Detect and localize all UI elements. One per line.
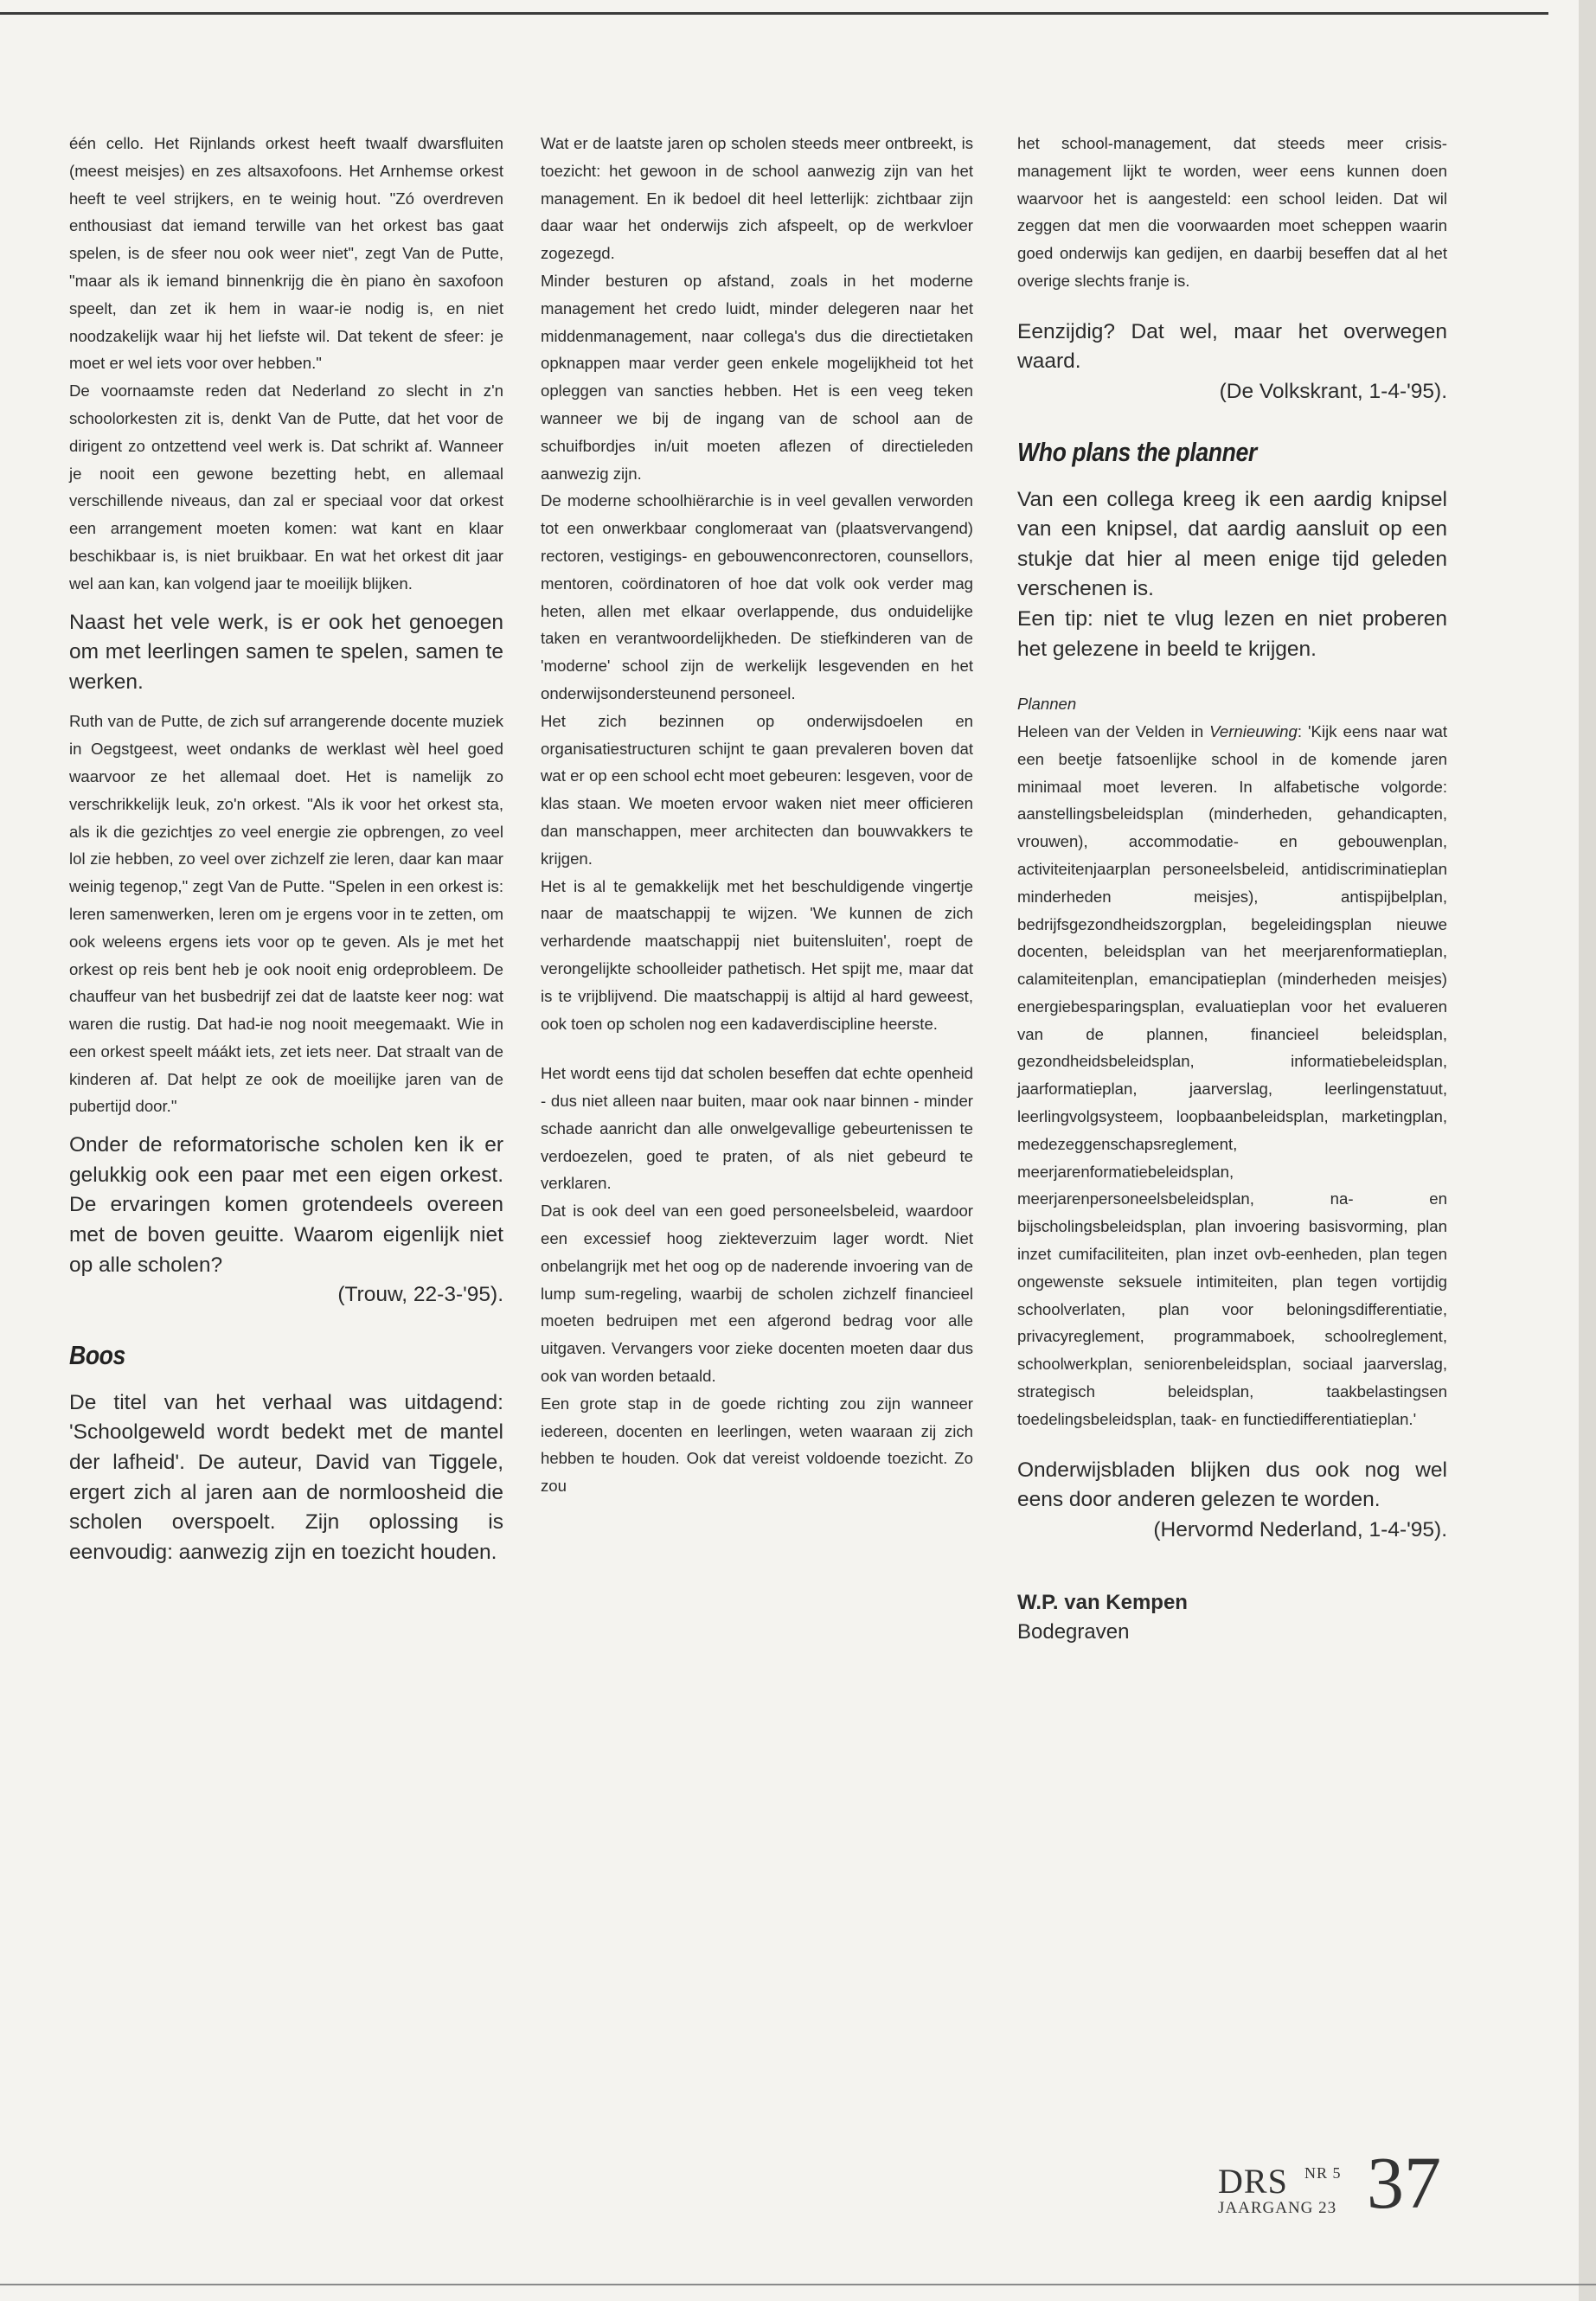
column-2	[541, 130, 973, 1500]
text-run: : 'Kijk eens naar wat een beetje fatsoenlijke school in de komende jaren minimaal moet leveren. In alfabetische volgorde: aanstellingsbeleidsplan (minderheden, gehandicapten, vrouwen), accommodatie- en gebouwenplan, activiteitenjaarplan personeelsbeleid, antidiscriminatieplan minderheden meisjes), antispijbelplan, bedrijfsgezondheidszorgplan, begeleidingsplan nieuwe docenten, beleidsplan van het meerjarenformatieplan, calamiteitenplan, emancipatieplan (minderheden meisjes) energiebesparingsplan, evaluatieplan voor het evalueren van de plannen, financieel beleidsplan, gezondheidsbeleidsplan, informatiebeleidsplan, jaarformatieplan, jaarverslag, leerlingenstatuut, leerlingvolgsysteem, loopbaanbeleidsplan, marketingplan, medezeggenschapsreglement, meerjarenformatiebeleidsplan, meerjarenpersoneelsbeleidsplan, na- en bijscholingsbeleidsplan, plan invoering basisvorming, plan inzet cumifaciliteiten, plan inzet ovb-eenheden, plan tegen ongewenste seksuele intimiteiten, plan tegen vortijdig schoolverlaten, plan voor beloningsdifferentiatie, privacyreglement, programmaboek, schoolreglement, schoolwerkplan, seniorenbeleidsplan, sociaal jaarverslag, strategisch beleidsplan, taakbelastingsen toedelingsbeleidsplan, taak- en functiedifferentiatieplan.'	[1017, 721, 1447, 1428]
column-1	[69, 130, 503, 1567]
column-3	[1017, 130, 1447, 1647]
commentary-paragraph: Naast het vele werk, is er ook het genoegen om met leerlingen samen te spelen, samen te werken.	[69, 610, 503, 694]
article-paragraph: Ruth van de Putte, de zich suf arrangerende docente muziek in Oegstgeest, weet ondanks de werklast wèl heel goed waarvoor ze het allemaal doet. Het is namelijk zo verschrikkelijk leuk, zo'n orkest. "Als ik voor het orkest sta, als ik die gezichtjes zo veel energie zie opbrengen, zo veel lol zie hebben, zo veel over zichzelf zie leren, daar kan maar weinig tegenop," zegt Van de Putte. "Spelen in een orkest is: leren samenwerken, leren om je ergens voor in te zetten, om ook weleens ergens iets voor op te geven. Als je met het orkest op reis bent heb je ook nooit enig ordeprobleem. De chauffeur van het busbedrijf zei dat de laatste keer nog: wat waren die rustig. Dat had-ie nog nooit meegemaakt. Wie in een orkest speelt máákt iets, zet iets neer. Dat straalt van de kinderen af. Dat helpt ze ook de moeilijke jaren van de pubertijd door."	[69, 712, 503, 1116]
article-paragraph: Dat is ook deel van een goed personeelsbeleid, waardoor een excessief hoog ziekteverzuim lager wordt. Niet onbelangrijk met het oog op de naderende invoering van de lump sum-regeling, waarbij de scholen zichzelf financieel moeten bedruipen met een afgerond bedrag voor alle uitgaven. Vervangers voor zieke docenten moeten daar dus ook van worden betaald.	[541, 1202, 973, 1386]
commentary-paragraph: Onderwijsbladen blijken dus ook nog wel eens door anderen gelezen te worden.	[1017, 1458, 1447, 1512]
page-folio	[1218, 2141, 1453, 2224]
commentary-paragraph: De titel van het verhaal was uitdagend: 'Schoolgeweld wordt bedekt met de mantel der lafheid'. De auteur, David van Tiggele, ergert zich al jaren aan de normloosheid die scholen overspoelt. Zijn oplossing is eenvoudig: aanwezig zijn en toezicht houden.	[69, 1390, 503, 1564]
subheading-plannen: Plannen	[1017, 695, 1077, 714]
issue-number: NR 5	[1304, 2164, 1342, 2182]
page-number: 37	[1367, 2141, 1441, 2224]
author-name: W.P. van Kempen	[1017, 1591, 1188, 1615]
article-paragraph	[1017, 718, 1447, 1433]
volume-label: JAARGANG 23	[1218, 2199, 1337, 2217]
text-run: Heleen van der Velden in	[1017, 721, 1210, 740]
commentary-paragraph: Een tip: niet te vlug lezen en niet proberen het gelezene in beeld te krijgen.	[1017, 606, 1447, 661]
source-citation: (Trouw, 22-3-'95).	[337, 1283, 503, 1307]
section-heading-who-plans: Who plans the planner	[1017, 436, 1257, 467]
author-place: Bodegraven	[1017, 1620, 1130, 1644]
article-paragraph: Minder besturen op afstand, zoals in het moderne management het credo luidt, minder delegeren naar het middenmanagement, naar collega's dus die directietaken opknappen maar verder geen enkele mogelijkheid tot het opleggen van sancties hebben. Het is een veeg teken wanneer we bij de ingang van de school aan de schuifbordjes in/uit moeten aflezen of directieleden aanwezig zijn.	[541, 271, 973, 483]
article-paragraph: De moderne schoolhiërarchie is in veel gevallen verworden tot een onwerkbaar conglomeraat van (plaatsvervangend) rectoren, vestigings- en gebouwenconrectoren, counsellors, mentoren, coördinatoren of hoe dat volk ook verder mag heten, allen met elkaar overlappende, dus onduidelijke taken en verantwoordelijkheden. De stiefkinderen van de 'moderne' school zijn de werkelijk lesgevenden en het onderwijsondersteunend personeel.	[541, 491, 973, 702]
top-rule	[0, 12, 1548, 15]
magazine-name: DRS	[1218, 2162, 1288, 2201]
section-heading-boos: Boos	[69, 1339, 125, 1370]
page-edge	[1579, 0, 1596, 2301]
article-paragraph: Een grote stap in de goede richting zou zijn wanneer iedereen, docenten en leerlingen, weten waaraan zij zich hebben te houden. Ook dat vereist voldoende toezicht. Zo zou	[541, 1394, 973, 1496]
publication-name: Vernieuwing	[1209, 721, 1298, 740]
article-paragraph: De voornaamste reden dat Nederland zo slecht in z'n schoolorkesten zit is, denkt Van de Putte, dat het voor de dirigent zo ontzettend veel werk is. Dat schrikt af. Wanneer je nooit een gewone bezetting hebt, en allemaal verschillende niveaus, dan zal er speciaal voor dat orkest een arrangement moeten komen: wat kant en klaar beschikbaar is, is niet bruikbaar. En wat het orkest dit jaar wel aan kan, kan volgend jaar te moeilijk blijken.	[69, 381, 503, 593]
bottom-rule	[0, 2284, 1596, 2285]
commentary-paragraph: Onder de reformatorische scholen ken ik er gelukkig ook een paar met een eigen orkest. De ervaringen komen grotendeels overeen met de boven geuitte. Waarom eigenlijk niet op alle scholen?	[69, 1133, 503, 1277]
source-citation: (De Volkskrant, 1-4-'95).	[1219, 379, 1447, 403]
article-paragraph: Wat er de laatste jaren op scholen steeds meer ontbreekt, is toezicht: het gewoon in de school aanwezig zijn van het management. En ik bedoel dit heel letterlijk: zichtbaar zijn daar waar het onderwijs zich afspeelt, op de werkvloer zogezegd.	[541, 134, 973, 263]
source-citation: (Hervormd Nederland, 1-4-'95).	[1153, 1517, 1447, 1541]
article-paragraph: Het zich bezinnen op onderwijsdoelen en organisatiestructuren schijnt te gaan prevaleren boven dat wat er op een school echt moet gebeuren: lesgeven, voor de klas staan. We moeten ervoor waken niet meer officieren dan manschappen, meer architecten dan bouwvakkers te krijgen.	[541, 711, 973, 868]
article-paragraph: het school-management, dat steeds meer crisis-management lijkt te worden, weer eens kunnen doen waarvoor het is aangesteld: een school leiden. Dat wil zeggen dat men die voorwaarden moet scheppen waarin goed onderwijs kan gedijen, en daarbij beseffen dat al het overige slechts franje is.	[1017, 134, 1447, 290]
article-paragraph: Het wordt eens tijd dat scholen beseffen dat echte openheid - dus niet alleen naar buiten, maar ook naar binnen - minder schade aanricht dan alle onwelgevallige gebeurtenissen te verdoezelen, goed te praten, of als niet gebeurd te verklaren.	[541, 1064, 973, 1193]
commentary-paragraph: Eenzijdig? Dat wel, maar het overwegen waard.	[1017, 319, 1447, 374]
article-paragraph: één cello. Het Rijnlands orkest heeft twaalf dwarsfluiten (meest meisjes) en zes altsaxofoons. Het Arnhemse orkest heeft te veel strijkers, en te weinig hout. "Zó overdreven enthousiast dat iemand terwille van het orkest bas gaat spelen, is de sfeer nou ook weer niet", zegt Van de Putte, "maar als ik iemand binnenkrijg die èn piano èn saxofoon speelt, dan zet ik hem in waar-ie nodig is, en niet noodzakelijk waar hij het liefste wil. Dat tekent de sfeer: je moet er wel iets voor over hebben."	[69, 134, 503, 373]
commentary-paragraph: Van een collega kreeg ik een aardig knipsel van een knipsel, dat aardig aansluit op een stukje dat hier al meen enige tijd geleden verschenen is.	[1017, 487, 1447, 601]
article-paragraph: Het is al te gemakkelijk met het beschuldigende vingertje naar de maatschappij te wijzen. 'We kunnen de zich verhardende maatschappij niet buitensluiten', roept de verongelijkte schoolleider pathetisch. Het spijt me, maar dat is te vrijblijvend. Die maatschappij is altijd al hard geweest, ook toen op scholen nog een kadaverdiscipline heerste.	[541, 876, 973, 1033]
